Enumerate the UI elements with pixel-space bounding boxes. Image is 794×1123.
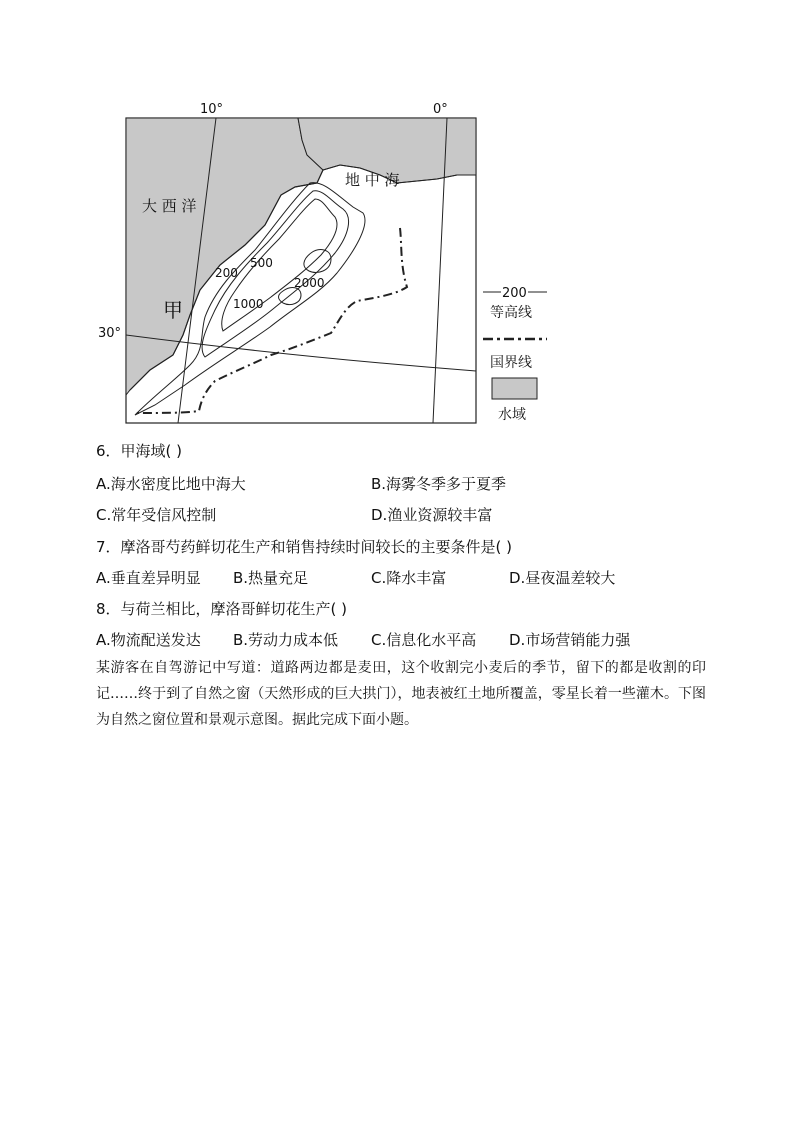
legend-water-swatch <box>492 378 537 399</box>
q6-option-a: A.海水密度比地中海大 <box>96 475 246 493</box>
morocco-map <box>95 95 565 430</box>
contour-label-2000: 2000 <box>294 276 325 290</box>
legend-water-label: 水域 <box>498 407 526 423</box>
passage-text: 某游客在自驾游记中写道：道路两边都是麦田，这个收割完小麦后的季节，留下的都是收割的印记……终于到了自然之窗（天然形成的巨大拱门），地表被红土地所覆盖，零星长着一些灌木。下图为自然之窗位置和景观示意图。据此完成下面小题。 <box>96 660 706 728</box>
q8-option-a: A.物流配送发达 <box>96 631 201 649</box>
q7-option-b: B.热量充足 <box>233 569 309 587</box>
lon-left-label: 10° <box>200 102 224 117</box>
lat-label: 30° <box>98 326 122 341</box>
q6-option-d: D.渔业资源较丰富 <box>371 506 493 524</box>
mediterranean-label: 地 中 海 <box>345 171 400 189</box>
q8-option-b: B.劳动力成本低 <box>233 631 339 649</box>
q6-option-c: C.常年受信风控制 <box>96 506 217 524</box>
q8-option-c: C.信息化水平高 <box>371 631 477 649</box>
jia-label: 甲 <box>163 298 183 322</box>
question-6-stem: 6．甲海域( ) <box>96 442 183 460</box>
q7-option-d: D.昼夜温差较大 <box>509 569 616 587</box>
q7-option-a: A.垂直差异明显 <box>96 569 201 587</box>
lon-right-label: 0° <box>433 102 448 117</box>
contour-label-1000: 1000 <box>233 297 264 311</box>
q8-option-d: D.市场营销能力强 <box>509 631 631 649</box>
reading-passage <box>96 655 706 733</box>
q6-option-b: B.海雾冬季多于夏季 <box>371 475 507 493</box>
contour-label-200: 200 <box>215 266 238 280</box>
legend-contour-sample: 200 <box>502 286 527 301</box>
atlantic-label: 大 西 洋 <box>142 197 197 215</box>
question-7-stem: 7．摩洛哥芍药鲜切花生产和销售持续时间较长的主要条件是( ) <box>96 538 513 556</box>
question-8-stem: 8．与荷兰相比，摩洛哥鲜切花生产( ) <box>96 600 348 618</box>
legend-border-label: 国界线 <box>490 355 532 371</box>
contour-label-500: 500 <box>250 256 273 270</box>
map-legend <box>483 286 547 423</box>
q7-option-c: C.降水丰富 <box>371 569 447 587</box>
legend-contour-label: 等高线 <box>490 305 532 321</box>
